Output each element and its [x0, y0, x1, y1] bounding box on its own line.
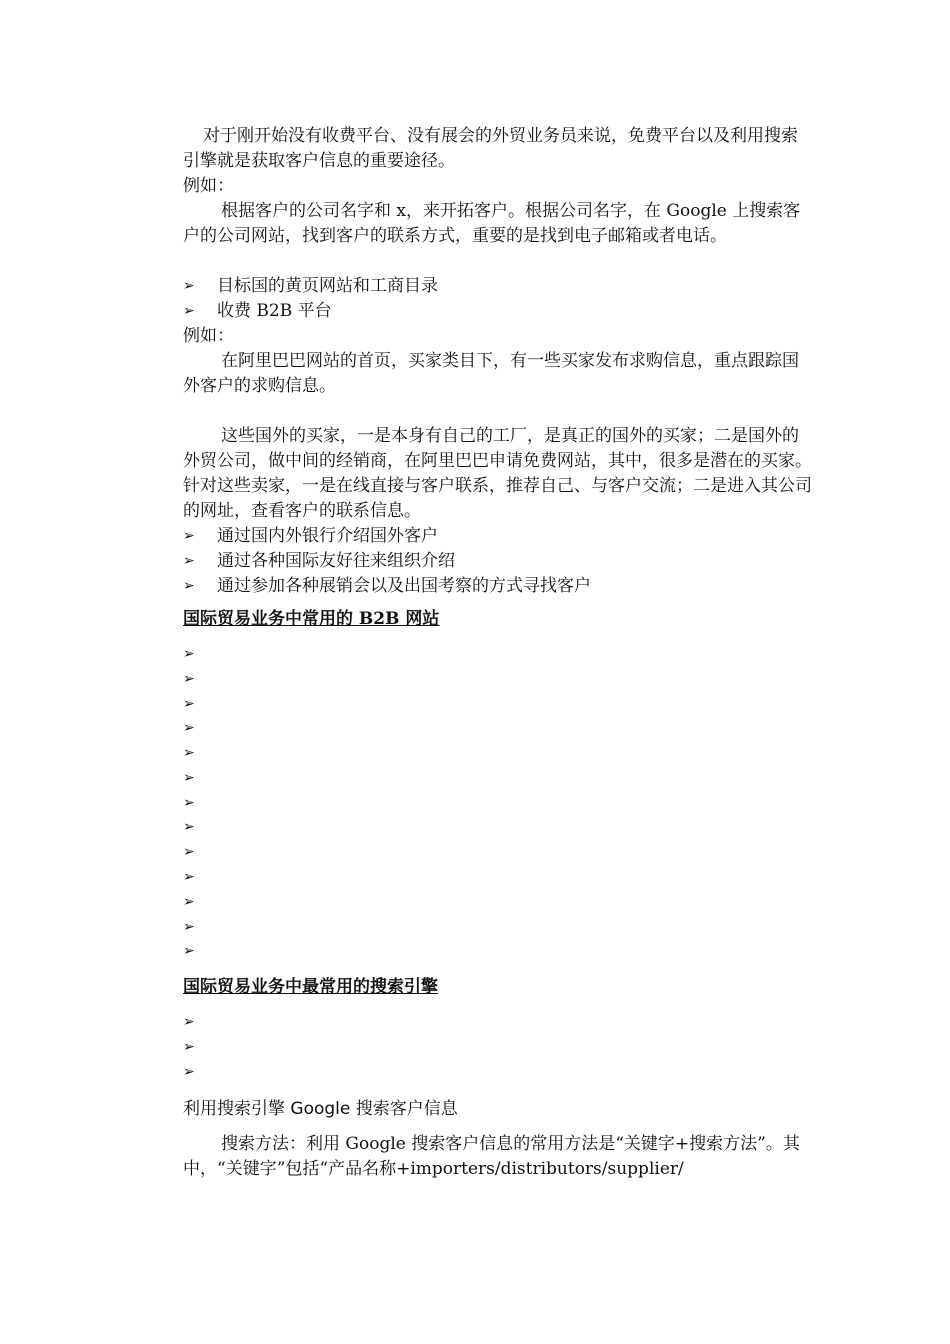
- list-item: [183, 549, 813, 574]
- arrow-bullet-icon: ➢: [183, 745, 195, 762]
- google-search-paragraph: 搜索方法：利用 Google 搜索客户信息的常用方法是“关键字+搜索方法”。其中，“关键字”包括“产品名称+importers/distributors/supplier/: [183, 1133, 800, 1179]
- list-item: [183, 299, 813, 324]
- document-body: [183, 124, 813, 1182]
- example-label: 例如：: [183, 176, 234, 196]
- list-item: [183, 274, 813, 299]
- arrow-bullet-icon: ➢: [183, 819, 195, 836]
- bullet-text: 收费 B2B 平台: [217, 301, 332, 321]
- b2b-site-item: [183, 816, 813, 841]
- blank-line: [183, 399, 813, 424]
- b2b-site-item: [183, 741, 813, 766]
- bullet-text: 通过各种国际友好往来组织介绍: [217, 551, 455, 571]
- search-engine-item: [183, 1035, 813, 1060]
- bullet-list-channels: [183, 524, 813, 599]
- arrow-bullet-icon: ➢: [183, 893, 195, 910]
- arrow-bullet-icon: ➢: [183, 918, 195, 935]
- bullet-text: 通过参加各种展销会以及出国考察的方式寻找客户: [217, 576, 591, 596]
- search-engines-heading: 国际贸易业务中最常用的搜索引擎: [183, 977, 438, 998]
- arrow-bullet-icon: ➢: [183, 553, 195, 569]
- arrow-bullet-icon: ➢: [183, 943, 195, 960]
- bullet-text: 通过国内外银行介绍国外客户: [217, 526, 438, 546]
- b2b-site-item: [183, 840, 813, 865]
- arrow-bullet-icon: ➢: [183, 670, 195, 687]
- b2b-site-item: [183, 890, 813, 915]
- arrow-bullet-icon: ➢: [183, 528, 195, 544]
- b2b-site-item: [183, 692, 813, 717]
- arrow-bullet-icon: ➢: [183, 578, 195, 594]
- google-search-heading: 利用搜索引擎 Google 搜索客户信息: [183, 1098, 458, 1119]
- arrow-bullet-icon: ➢: [183, 1039, 195, 1056]
- search-engine-item: [183, 1010, 813, 1035]
- b2b-site-item: [183, 766, 813, 791]
- b2b-sites-list: [183, 642, 813, 964]
- b2b-site-item: [183, 642, 813, 667]
- arrow-bullet-icon: ➢: [183, 844, 195, 861]
- blank-line: [183, 249, 813, 274]
- alibaba-paragraph-1: 在阿里巴巴网站的首页，买家类目下，有一些买家发布求购信息，重点跟踪国外客户的求购信息。: [183, 351, 799, 396]
- example-paragraph: 根据客户的公司名字和 x，来开拓客户。根据公司名字，在 Google 上搜索客户的公司网站，找到客户的联系方式，重要的是找到电子邮箱或者电话。: [183, 201, 801, 246]
- b2b-site-item: [183, 716, 813, 741]
- bullet-list-sources: [183, 274, 813, 324]
- bullet-text: 目标国的黄页网站和工商目录: [217, 276, 438, 296]
- b2b-site-item: [183, 667, 813, 692]
- arrow-bullet-icon: ➢: [183, 720, 195, 737]
- b2b-site-item: [183, 865, 813, 890]
- b2b-site-item: [183, 791, 813, 816]
- intro-paragraph: 对于刚开始没有收费平台、没有展会的外贸业务员来说，免费平台以及利用搜索引擎就是获取客户信息的重要途径。: [183, 126, 798, 171]
- arrow-bullet-icon: ➢: [183, 794, 195, 811]
- arrow-bullet-icon: ➢: [183, 645, 195, 662]
- alibaba-example-label: 例如：: [183, 326, 234, 346]
- arrow-bullet-icon: ➢: [183, 769, 195, 786]
- search-engine-item: [183, 1060, 813, 1085]
- alibaba-paragraph-2: 这些国外的买家，一是本身有自己的工厂，是真正的国外的买家；二是国外的外贸公司，做中间的经销商，在阿里巴巴申请免费网站，其中，很多是潜在的买家。针对这些卖家，一是在线直接与客户联系，推荐自己、与客户交流；二是进入其公司的网址，查看客户的联系信息。: [183, 426, 812, 521]
- b2b-site-item: [183, 915, 813, 940]
- arrow-bullet-icon: ➢: [183, 1063, 195, 1080]
- arrow-bullet-icon: ➢: [183, 1014, 195, 1031]
- arrow-bullet-icon: ➢: [183, 303, 195, 319]
- b2b-sites-heading: 国际贸易业务中常用的 B2B 网站: [183, 609, 440, 629]
- search-engines-list: [183, 1010, 813, 1084]
- arrow-bullet-icon: ➢: [183, 869, 195, 886]
- arrow-bullet-icon: ➢: [183, 695, 195, 712]
- list-item: [183, 574, 813, 599]
- list-item: [183, 524, 813, 549]
- b2b-site-item: [183, 940, 813, 965]
- arrow-bullet-icon: ➢: [183, 278, 195, 294]
